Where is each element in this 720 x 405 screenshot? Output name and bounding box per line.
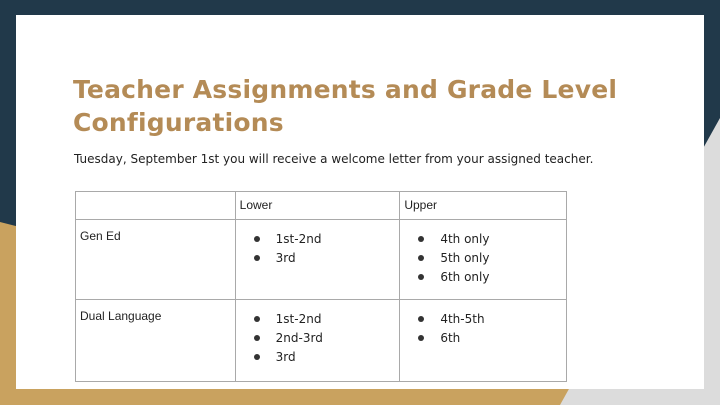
cell-gen-ed-upper (400, 220, 567, 300)
header-lower: Lower (235, 192, 400, 220)
list-item (410, 329, 562, 348)
grade-list (246, 310, 396, 367)
grade-text: 3rd (275, 350, 296, 364)
table-header-row (76, 192, 567, 220)
list-item (410, 310, 562, 329)
list-item (410, 249, 562, 268)
cell-dual-language-upper (400, 300, 567, 382)
list-item (246, 230, 396, 249)
list-item (246, 329, 396, 348)
grade-list (410, 310, 562, 348)
list-item (410, 230, 562, 249)
assignments-table (75, 191, 567, 382)
bullet-icon (418, 255, 424, 261)
row-label-dual-language: Dual Language (76, 300, 236, 382)
bullet-icon (254, 335, 260, 341)
bullet-icon (254, 255, 260, 261)
grade-list (410, 230, 562, 287)
list-item (246, 348, 396, 367)
slide-title: Teacher Assignments and Grade Level Configurations (73, 75, 618, 137)
bullet-icon (418, 316, 424, 322)
grade-list (246, 230, 396, 268)
bullet-icon (418, 236, 424, 242)
cell-dual-language-lower (235, 300, 400, 382)
grade-text: 1st-2nd (275, 312, 322, 326)
grade-text: 3rd (275, 251, 296, 265)
header-upper: Upper (400, 192, 567, 220)
grade-text: 5th only (440, 251, 490, 265)
grade-text: 6th (440, 331, 461, 345)
grade-text: 4th-5th (440, 312, 485, 326)
bullet-icon (418, 335, 424, 341)
list-item (246, 310, 396, 329)
bullet-icon (254, 316, 260, 322)
slide-canvas (16, 15, 704, 389)
list-item (246, 249, 396, 268)
header-corner-cell (76, 192, 236, 220)
grade-text: 2nd-3rd (275, 331, 323, 345)
list-item (410, 268, 562, 287)
slide-subtitle: Tuesday, September 1st you will receive a welcome letter from your assigned teacher. (74, 152, 594, 166)
grade-text: 4th only (440, 232, 490, 246)
grade-text: 6th only (440, 270, 490, 284)
bullet-icon (254, 236, 260, 242)
grade-text: 1st-2nd (275, 232, 322, 246)
row-label-gen-ed: Gen Ed (76, 220, 236, 300)
cell-gen-ed-lower (235, 220, 400, 300)
table-row (76, 300, 567, 382)
bullet-icon (418, 274, 424, 280)
bullet-icon (254, 354, 260, 360)
table-row (76, 220, 567, 300)
